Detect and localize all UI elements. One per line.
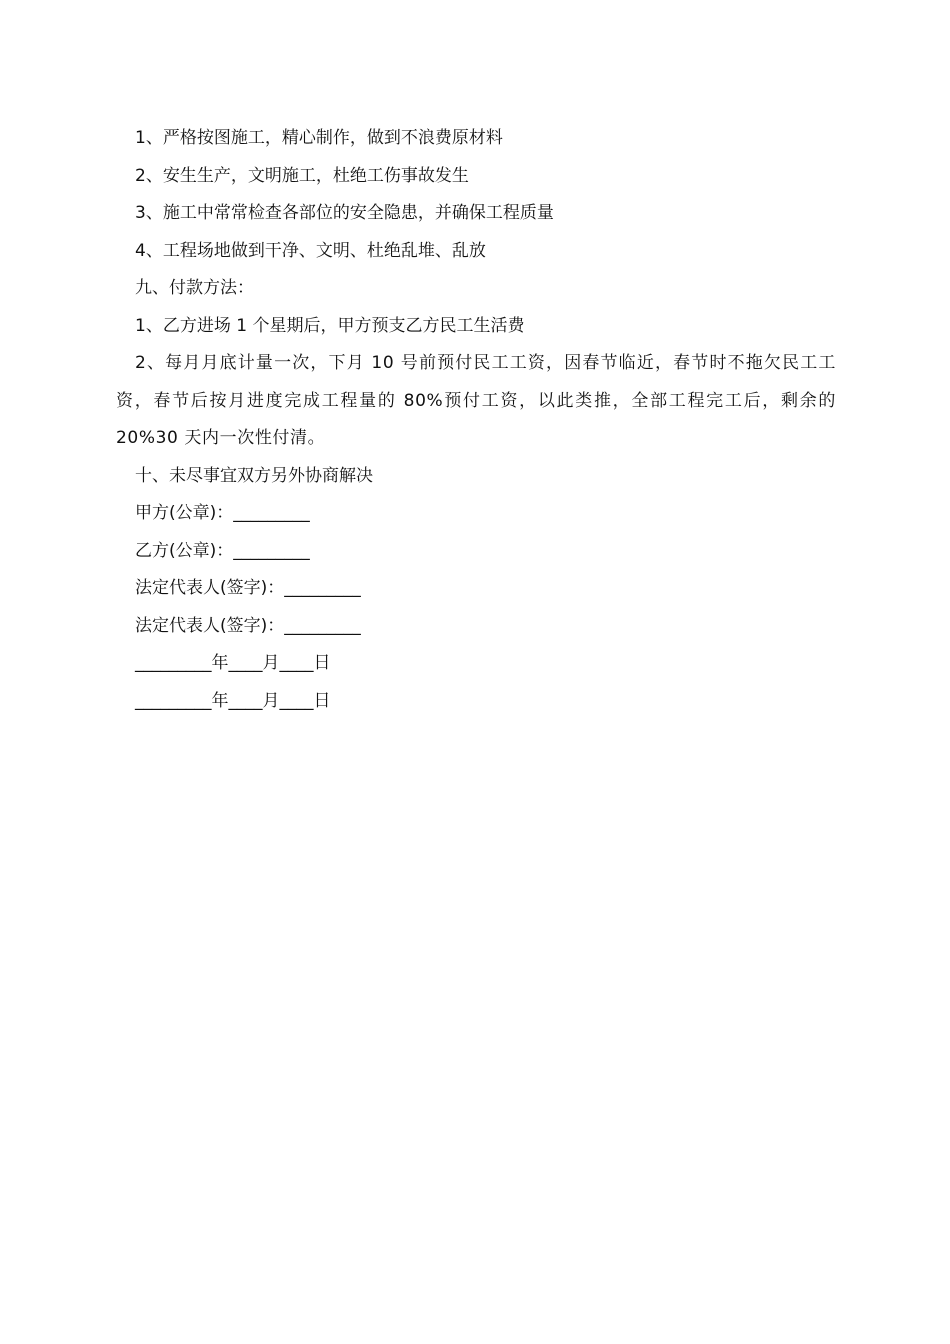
- legal-representative-signature-line: 法定代表人(签字)：_________: [135, 578, 361, 598]
- requirement-item-3: 3、施工中常常检查各部位的安全隐患，并确保工程质量: [135, 203, 554, 223]
- requirement-item-1: 1、严格按图施工，精心制作，做到不浪费原材料: [135, 128, 503, 148]
- date-line: _________年____月____日: [135, 653, 331, 673]
- document-body: [116, 120, 836, 720]
- section-heading-other-matters: 十、未尽事宜双方另外协商解决: [135, 465, 373, 486]
- section-heading-payment: 九、付款方法：: [135, 278, 254, 298]
- party-b-seal-line: 乙方(公章)：_________: [135, 540, 310, 561]
- payment-item-2: 2、每月月底计量一次，下月 10 号前预付民工工资，因春节临近，春节时不拖欠民工工资，春节后按月进度完成工程量的 80%预付工资，以此类推，全部工程完工后，剩余的 20%30 天内一次性付清。: [116, 353, 836, 448]
- party-a-seal-line: 甲方(公章)：_________: [135, 503, 310, 523]
- requirement-item-2: 2、安生生产，文明施工，杜绝工伤事故发生: [135, 165, 469, 186]
- payment-item-1: 1、乙方进场 1 个星期后，甲方预支乙方民工生活费: [135, 315, 525, 336]
- date-line: _________年____月____日: [135, 690, 331, 711]
- legal-representative-signature-line: 法定代表人(签字)：_________: [135, 615, 361, 636]
- requirement-item-4: 4、工程场地做到干净、文明、杜绝乱堆、乱放: [135, 240, 486, 261]
